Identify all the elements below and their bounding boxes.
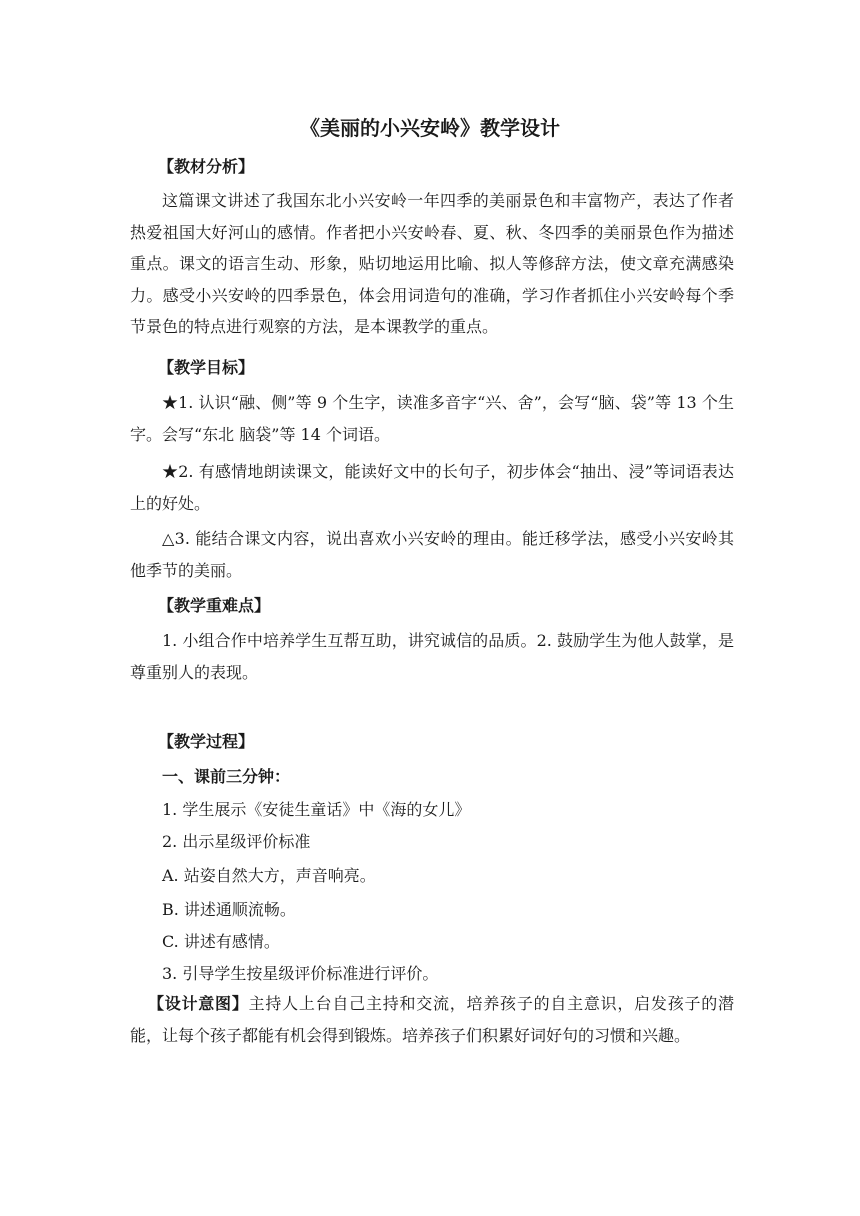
- design-intent-text: 主持人上台自己主持和交流，培养孩子的自主意识，启发孩子的潜能，让每个孩子都能有机会得到锻炼。培养孩子们积累好词好句的习惯和兴趣。: [130, 994, 734, 1045]
- process-line-3: A. 站姿自然大方，声音响亮。: [162, 866, 376, 885]
- document-title: 《美丽的小兴安岭》教学设计: [300, 116, 560, 140]
- process-line-6: 3. 引导学生按星级评价标准进行评价。: [162, 964, 439, 983]
- design-intent-label: 【设计意图】: [148, 994, 249, 1013]
- goal-item-1: ★1. 认识“融、侧”等 9 个生字，读准多音字“兴、舍”，会写“脑、袋”等 13 个生字。会写“东北 脑袋”等 14 个词语。: [130, 393, 734, 444]
- goal-item-3: △3. 能结合课文内容，说出喜欢小兴安岭的理由。能迁移学法，感受小兴安岭其他季节的美丽。: [130, 529, 734, 580]
- process-line-5: C. 讲述有感情。: [162, 932, 280, 951]
- process-line-2: 2. 出示星级评价标准: [162, 832, 311, 851]
- section-heading-analysis: 【教材分析】: [158, 157, 255, 176]
- goal-item-2: ★2. 有感情地朗读课文，能读好文中的长句子，初步体会“抽出、浸”等词语表达上的好处。: [130, 462, 734, 513]
- process-subheading: 一、课前三分钟：: [162, 767, 291, 786]
- section-heading-goals: 【教学目标】: [158, 358, 255, 377]
- section-heading-key-points: 【教学重难点】: [158, 596, 271, 615]
- process-line-4: B. 讲述通顺流畅。: [162, 900, 296, 919]
- section-heading-process: 【教学过程】: [158, 732, 255, 751]
- process-line-1: 1. 学生展示《安徒生童话》中《海的女儿》: [162, 800, 471, 819]
- design-intent-paragraph: [130, 988, 734, 1051]
- key-points-paragraph: 1. 小组合作中培养学生互帮互助，讲究诚信的品质。2. 鼓励学生为他人鼓掌，是尊重别人的表现。: [130, 631, 734, 682]
- analysis-paragraph: 这篇课文讲述了我国东北小兴安岭一年四季的美丽景色和丰富物产，表达了作者热爱祖国大好河山的感情。作者把小兴安岭春、夏、秋、冬四季的美丽景色作为描述重点。课文的语言生动、形象，贴切地运用比喻、拟人等修辞方法，使文章充满感染力。感受小兴安岭的四季景色，体会用词造句的准确，学习作者抓住小兴安岭每个季节景色的特点进行观察的方法，是本课教学的重点。: [130, 191, 734, 336]
